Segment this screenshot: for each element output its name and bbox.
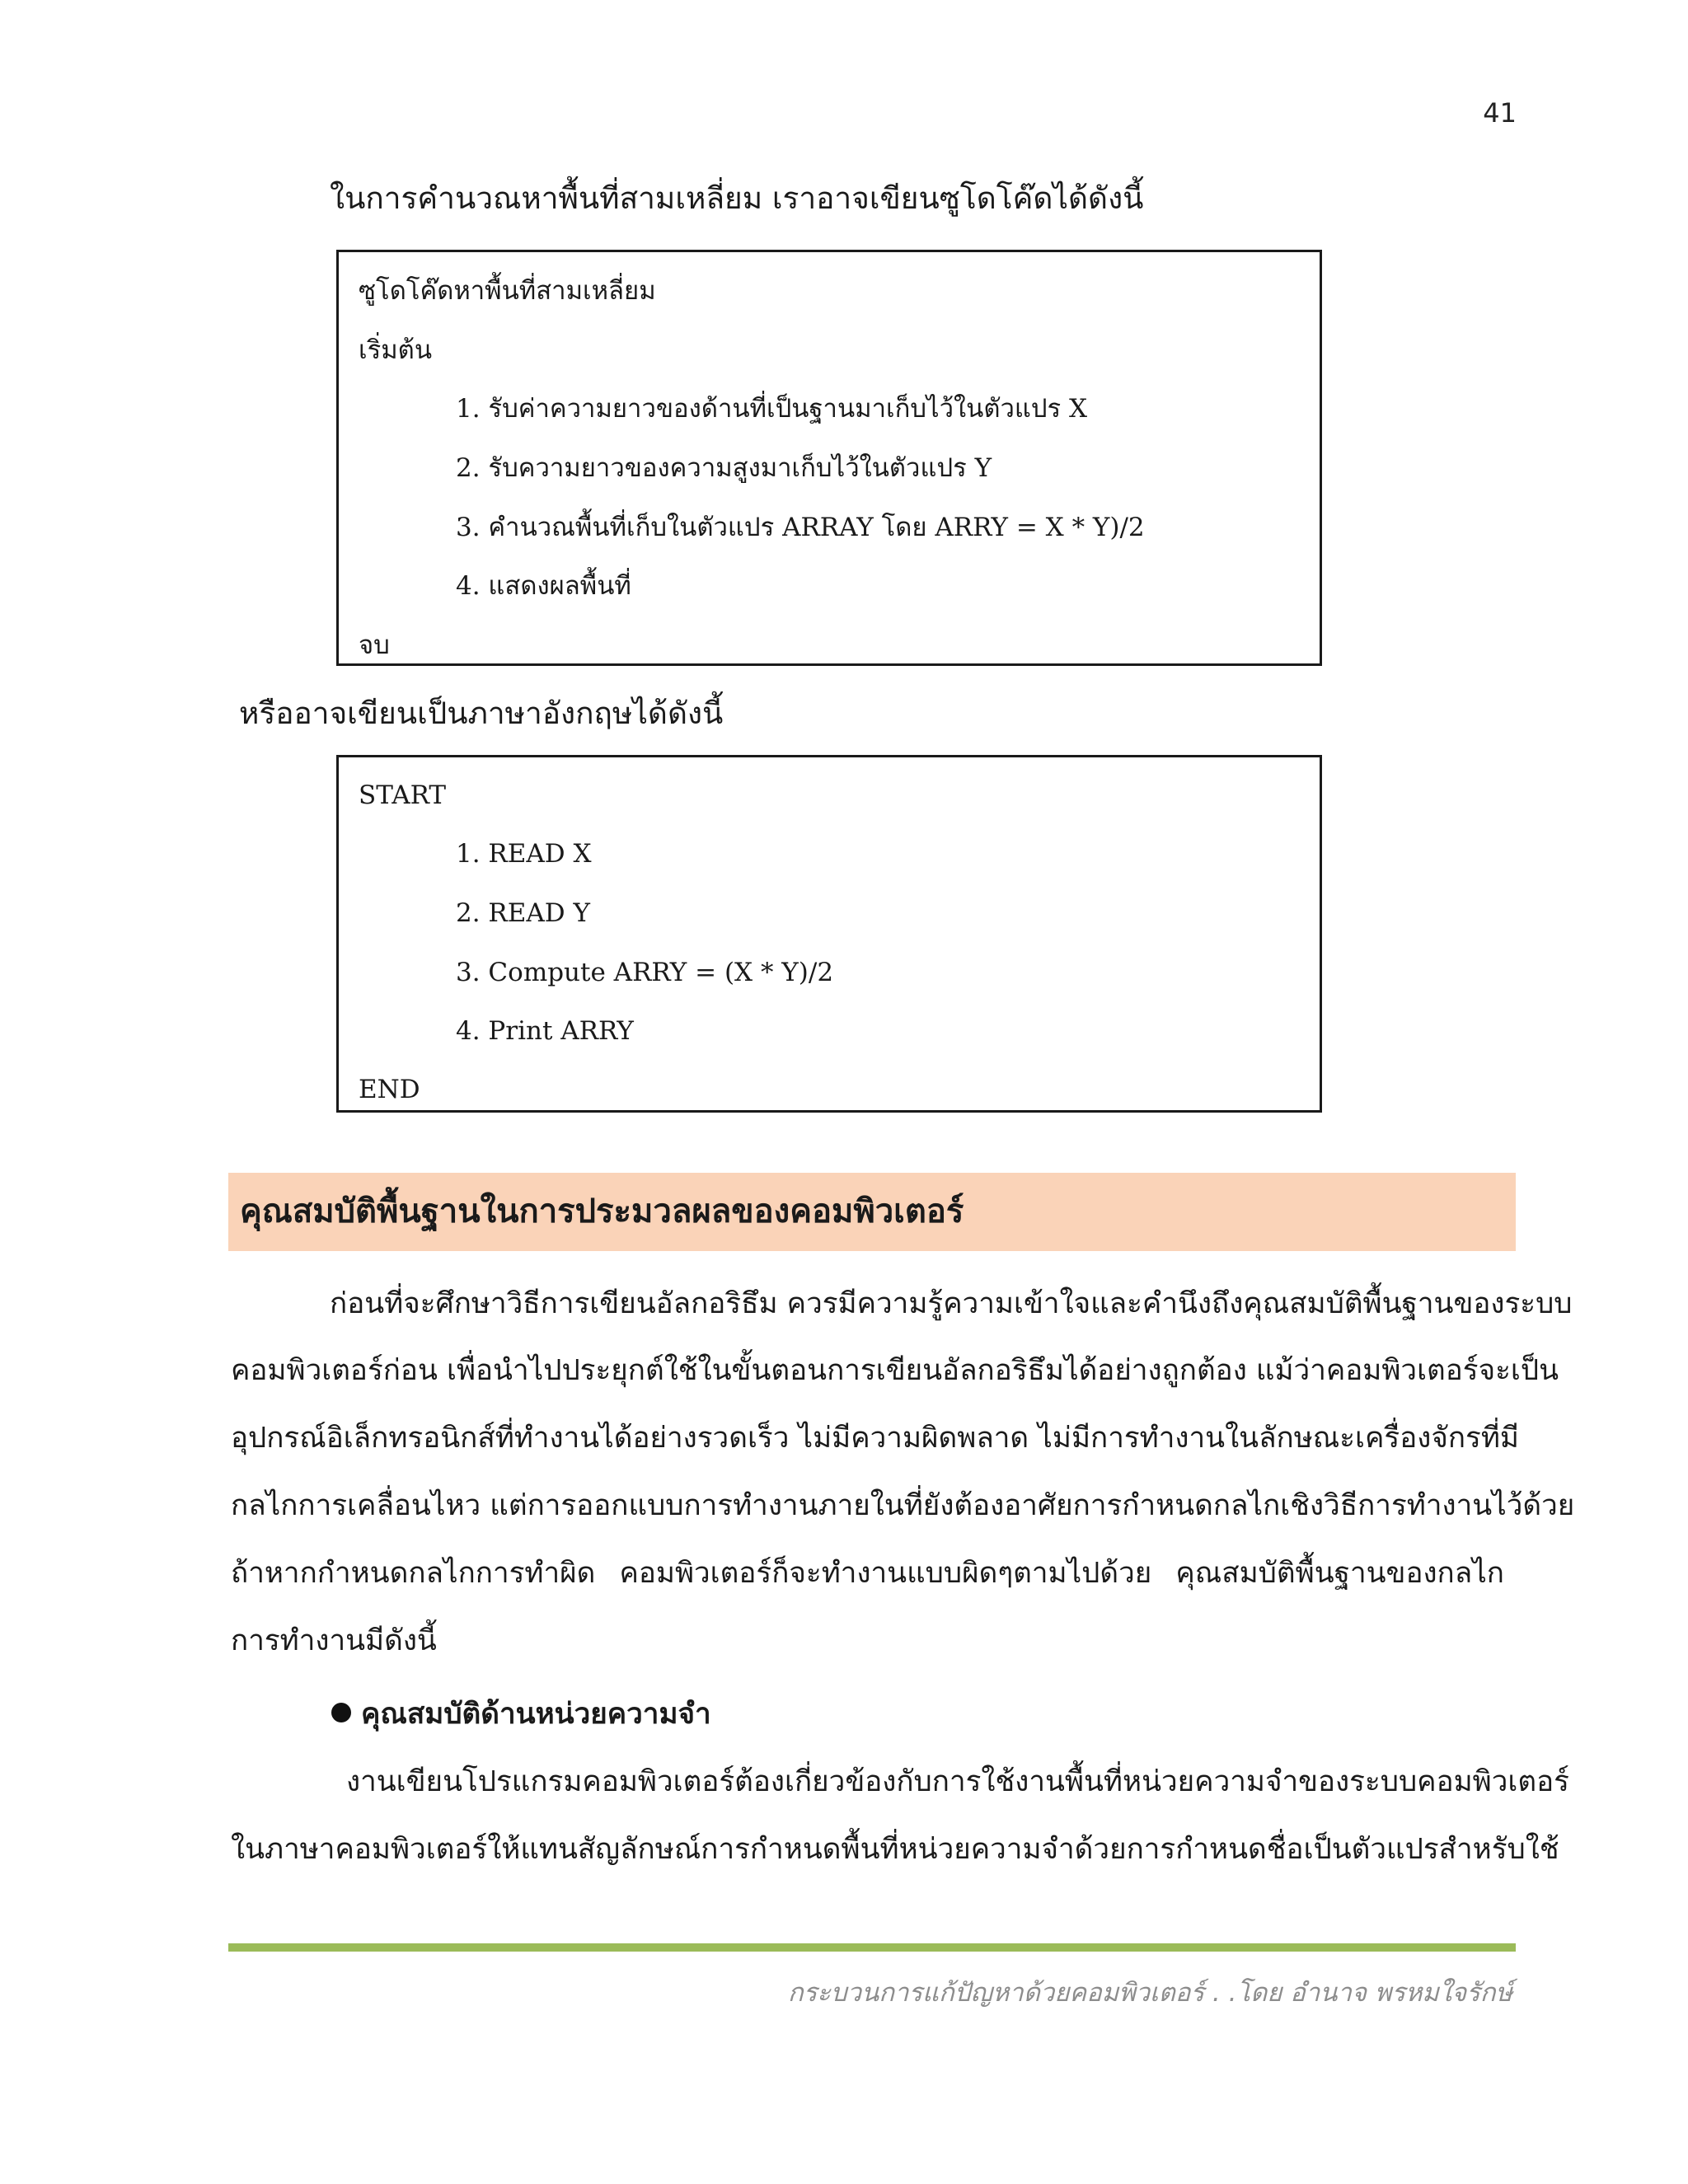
bullet-item <box>331 1694 711 1735</box>
bullet-dot-icon <box>331 1703 351 1722</box>
pseudocode-step: 4. Print ARRY <box>456 1016 634 1046</box>
pseudocode-title: ซูโดโค๊ดหาพื้นที่สามเหลี่ยม <box>359 276 656 306</box>
section-title: คุณสมบัติพื้นฐานในการประมวลผลของคอมพิวเตอร์ <box>240 1192 964 1230</box>
paragraph-line: ในภาษาคอมพิวเตอร์ให้แทนสัญลักษณ์การกำหนดพื้นที่หน่วยความจำด้วยการกำหนดชื่อเป็นตัวแปรสำหรับใช้ <box>231 1833 1559 1866</box>
pseudocode-step: 3. Compute ARRY = (X * Y)/2 <box>456 958 834 987</box>
bullet-label: คุณสมบัติด้านหน่วยความจำ <box>361 1697 711 1731</box>
pseudocode-step: 1. READ X <box>456 839 592 869</box>
english-pseudocode-box <box>336 755 1322 1113</box>
pseudocode-step: 1. รับค่าความยาวของด้านที่เป็นฐานมาเก็บไว้ในตัวแปร X <box>456 394 1088 424</box>
section-heading-band <box>228 1173 1516 1251</box>
page-number: 41 <box>1483 97 1517 129</box>
paragraph-line: คอมพิวเตอร์ก่อน เพื่อนำไปประยุกต์ใช้ในขั้นตอนการเขียนอัลกอริธึมได้อย่างถูกต้อง แม้ว่าคอมพิวเตอร์จะเป็น <box>231 1354 1559 1387</box>
paragraph-line: การทำงานมีดังนี้ <box>231 1624 437 1657</box>
paragraph-line: ถ้าหากกำหนดกลไกการทำผิด คอมพิวเตอร์ก็จะทำงานแบบผิดๆตามไปด้วย คุณสมบัติพื้นฐานของกลไก <box>231 1557 1504 1590</box>
intro-text: ในการคำนวณหาพื้นที่สามเหลี่ยม เราอาจเขียนซูโดโค๊ดได้ดังนี้ <box>330 180 1144 216</box>
alt-intro-text: หรืออาจเขียนเป็นภาษาอังกฤษได้ดังนี้ <box>239 696 724 731</box>
pseudocode-end: จบ <box>359 630 390 660</box>
pseudocode-start: เริ่มต้น <box>359 335 433 365</box>
footer-rule <box>228 1943 1516 1952</box>
pseudocode-step: 3. คำนวณพื้นที่เก็บในตัวแปร ARRAY โดย ARRY = X * Y)/2 <box>456 513 1145 542</box>
thai-pseudocode-box <box>336 250 1322 666</box>
paragraph-line: ก่อนที่จะศึกษาวิธีการเขียนอัลกอริธึม ควรมีความรู้ความเข้าใจและคำนึงถึงคุณสมบัติพื้นฐานของระบบ <box>330 1287 1573 1320</box>
footer-text: กระบวนการแก้ปัญหาด้วยคอมพิวเตอร์ . .โดย อำนาจ พรหมใจรักษ์ <box>787 1978 1512 2008</box>
pseudocode-start: START <box>359 780 447 810</box>
pseudocode-step: 2. รับความยาวของความสูงมาเก็บไว้ในตัวแปร Y <box>456 453 992 483</box>
pseudocode-step: 2. READ Y <box>456 898 590 928</box>
paragraph-line: งานเขียนโปรแกรมคอมพิวเตอร์ต้องเกี่ยวข้องกับการใช้งานพื้นที่หน่วยความจำของระบบคอมพิวเตอร์ <box>346 1765 1569 1798</box>
pseudocode-step: 4. แสดงผลพื้นที่ <box>456 571 631 601</box>
pseudocode-end: END <box>359 1075 420 1104</box>
paragraph-line: อุปกรณ์อิเล็กทรอนิกส์ที่ทำงานได้อย่างรวดเร็ว ไม่มีความผิดพลาด ไม่มีการทำงานในลักษณะเครื่องจักรที่มี <box>231 1422 1519 1455</box>
paragraph-line: กลไกการเคลื่อนไหว แต่การออกแบบการทำงานภายในที่ยังต้องอาศัยการกำหนดกลไกเชิงวิธีการทำงานไว้ด้วย <box>231 1489 1575 1522</box>
